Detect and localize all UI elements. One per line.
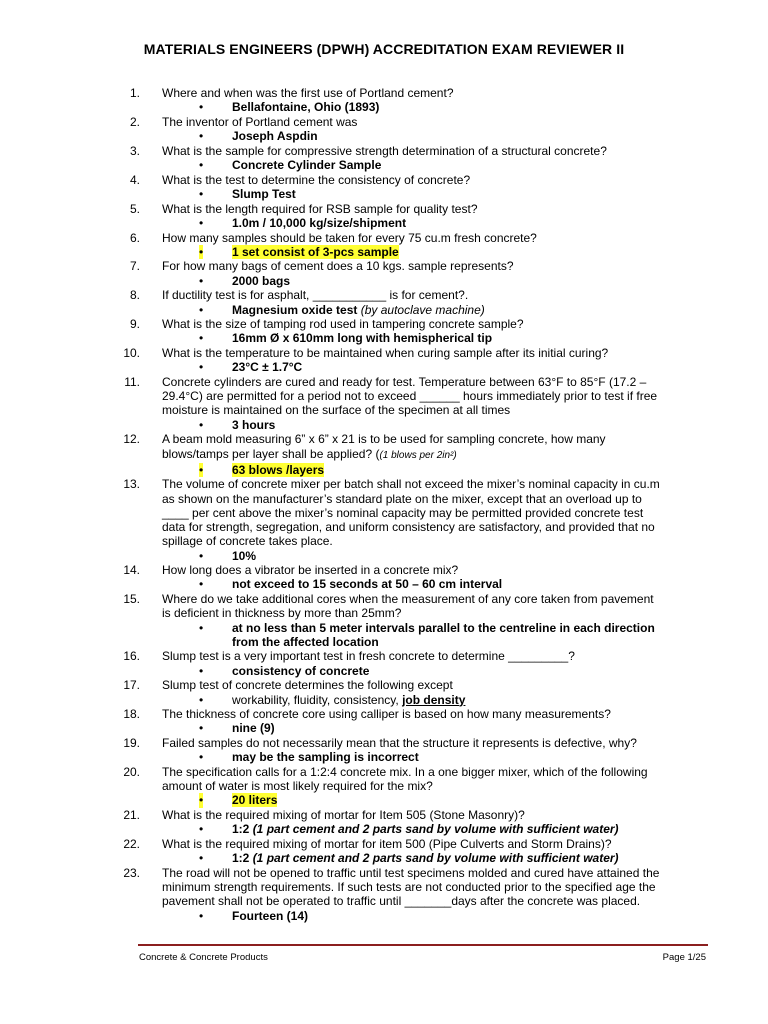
question-text: spillage of concrete takes place. <box>162 534 333 549</box>
question-item <box>0 866 768 923</box>
question-item <box>0 173 768 201</box>
bullet-icon: • <box>199 360 204 375</box>
bullet-icon: • <box>199 663 204 678</box>
question-text: The inventor of Portland cement was <box>162 114 358 129</box>
bullet-icon: • <box>199 302 204 317</box>
question-number: 14. <box>123 563 140 578</box>
question-number: 4. <box>129 172 140 187</box>
question-text: The specification calls for a 1:2:4 concrete mix. In a one bigger mixer, which of the following <box>162 765 648 780</box>
answer-text: 3 hours <box>232 417 276 432</box>
answer-text: workability, fluidity, consistency, <box>232 692 399 707</box>
question-item <box>0 837 768 865</box>
question-text: Concrete cylinders are cured and ready for test. Temperature between 63°F to 85°F (17.2 – <box>162 375 647 390</box>
question-item <box>0 736 768 764</box>
bullet-icon: • <box>199 692 204 707</box>
question-text: moisture is maintained on the surface of the specimen at all times <box>162 403 511 418</box>
bullet-icon: • <box>199 908 204 923</box>
question-text: is deficient in thickness by more than 25mm? <box>162 606 402 621</box>
bullet-icon: • <box>199 620 204 635</box>
highlighted-answer <box>232 245 399 259</box>
question-text: Where and when was the first use of Portland cement? <box>162 86 454 100</box>
question-text: What is the required mixing of mortar for Item 505 (Stone Masonry)? <box>162 808 525 823</box>
footer-section-title: Concrete & Concrete Products <box>139 952 268 963</box>
question-item <box>0 432 768 477</box>
answer-text: Joseph Aspdin <box>232 129 318 144</box>
answer-note: (1 part cement and 2 parts sand by volume with sufficient water) <box>252 822 619 837</box>
bullet-icon: • <box>199 186 204 201</box>
question-text: What is the temperature to be maintained when curing sample after its initial curing? <box>162 346 609 361</box>
question-number: 10. <box>123 346 140 361</box>
question-text: A beam mold measuring 6” x 6” x 21 is to be used for sampling concrete, how many <box>162 432 606 447</box>
question-text: amount of water is most likely required for the mix? <box>162 779 433 794</box>
answer-text: Bellafontaine, Ohio (1893) <box>232 100 380 115</box>
answer-text: Magnesium oxide test <box>232 302 358 317</box>
question-list <box>0 86 768 923</box>
question-text: Failed samples do not necessarily mean that the structure it represents is defective, why? <box>162 736 637 751</box>
question-number: 7. <box>129 259 140 274</box>
answer-note: (by autoclave machine) <box>360 302 485 317</box>
question-text: What is the size of tamping rod used in tampering concrete sample? <box>162 317 524 332</box>
question-text: How many samples should be taken for every 75 cu.m fresh concrete? <box>162 230 537 245</box>
question-text: What is the length required for RSB sample for quality test? <box>162 201 478 216</box>
answer-emphasis: job density <box>402 692 466 707</box>
bullet-icon: • <box>199 577 204 592</box>
question-item <box>0 563 768 591</box>
bullet-icon: • <box>199 462 204 477</box>
question-text: ____ per cent above the mixer’s nominal capacity may be permitted provided concrete test <box>162 505 644 520</box>
question-item <box>0 477 768 562</box>
answer-text: 10% <box>232 548 257 563</box>
question-text: How long does a vibrator be inserted in a concrete mix? <box>162 563 459 578</box>
bullet-icon: • <box>199 417 204 432</box>
question-item <box>0 144 768 172</box>
bullet-icon: • <box>199 273 204 288</box>
question-item <box>0 202 768 230</box>
question-number: 18. <box>123 707 140 722</box>
question-number: 15. <box>123 592 140 607</box>
question-text: For how many bags of cement does a 10 kgs. sample represents? <box>162 259 514 274</box>
answer-text: may be the sampling is incorrect <box>232 750 419 765</box>
answer-text: 1:2 <box>232 851 250 866</box>
bullet-icon: • <box>199 793 204 808</box>
answer-text: not exceed to 15 seconds at 50 – 60 cm interval <box>232 577 503 592</box>
question-item <box>0 808 768 836</box>
bullet-icon: • <box>199 331 204 346</box>
question-item <box>0 375 768 432</box>
question-text: The thickness of concrete core using calliper is based on how many measurements? <box>162 707 611 722</box>
answer-text: 1.0m / 10,000 kg/size/shipment <box>232 215 407 230</box>
question-item <box>0 346 768 374</box>
question-text: What is the test to determine the consistency of concrete? <box>162 172 471 187</box>
page-number: Page 1/25 <box>662 952 706 963</box>
question-text: pavement shall not be operated to traffic until _______days after the concrete was placed. <box>162 894 641 909</box>
question-item <box>0 707 768 735</box>
bullet-icon: • <box>199 750 204 765</box>
question-number: 23. <box>123 865 140 880</box>
answer-text: at no less than 5 meter intervals parallel to the centreline in each direction <box>232 620 655 635</box>
question-text: Slump test of concrete determines the following except <box>162 678 453 693</box>
answer-text: 1 set consist of 3-pcs sample <box>232 244 399 259</box>
answer-note: (1 part cement and 2 parts sand by volume with sufficient water) <box>252 851 619 866</box>
bullet-icon: • <box>199 244 204 259</box>
question-text: minimum strength requirements. If such tests are not conducted prior to the specified age the <box>162 880 656 895</box>
question-text: as shown on the manufacturer’s standard plate on the mixer, except that an overload up to <box>162 491 642 506</box>
question-number: 3. <box>129 143 140 158</box>
question-number: 2. <box>129 114 140 129</box>
bullet-icon: • <box>199 100 204 115</box>
bullet-icon: • <box>199 822 204 837</box>
question-item <box>0 288 768 316</box>
answer-text: 1:2 <box>232 822 250 837</box>
question-text: blows/tamps per layer shall be applied? ( <box>162 446 380 461</box>
bullet-icon: • <box>199 851 204 866</box>
answer-text: 20 liters <box>232 793 278 808</box>
question-item <box>0 765 768 808</box>
question-number: 17. <box>123 678 140 693</box>
highlighted-answer <box>232 793 277 807</box>
question-text: 29.4°C) are permitted for a period not to exceed ______ hours immediately prior to test if free <box>162 389 658 404</box>
answer-text: 23°C ± 1.7°C <box>232 360 303 375</box>
question-number: 8. <box>129 288 140 303</box>
question-number: 12. <box>123 432 140 447</box>
question-number: 11. <box>124 375 140 390</box>
answer-text: Concrete Cylinder Sample <box>232 158 382 173</box>
question-text: What is the required mixing of mortar for item 500 (Pipe Culverts and Storm Drains)? <box>162 837 612 852</box>
question-text: What is the sample for compressive strength determination of a structural concrete? <box>162 143 607 158</box>
question-item <box>0 115 768 143</box>
answer-text: 16mm Ø x 610mm long with hemispherical tip <box>232 331 493 346</box>
answer-text: from the affected location <box>232 634 379 649</box>
question-text: Where do we take additional cores when the measurement of any core taken from pavement <box>162 592 654 607</box>
question-text: Slump test is a very important test in fresh concrete to determine _________? <box>162 649 575 664</box>
highlighted-answer <box>232 463 324 477</box>
question-item <box>0 231 768 259</box>
bullet-icon: • <box>199 548 204 563</box>
question-text: The road will not be opened to traffic until test specimens molded and cured have attained the <box>162 865 660 880</box>
question-item <box>0 86 768 114</box>
question-item <box>0 317 768 345</box>
question-number: 5. <box>129 201 140 216</box>
bullet-icon: • <box>199 129 204 144</box>
answer-text: 63 blows /layers <box>232 462 325 477</box>
question-number: 13. <box>123 477 140 492</box>
bullet-icon: • <box>199 158 204 173</box>
question-item <box>0 678 768 706</box>
page-title: MATERIALS ENGINEERS (DPWH) ACCREDITATION EXAM REVIEWER II <box>143 41 625 57</box>
question-item <box>0 649 768 677</box>
question-text: The volume of concrete mixer per batch shall not exceed the mixer’s nominal capacity in cu.m <box>162 477 660 492</box>
question-text: If ductility test is for asphalt, ___________ is for cement?. <box>162 288 469 303</box>
bullet-icon: • <box>199 721 204 736</box>
answer-text: 2000 bags <box>232 273 291 288</box>
question-text: data for strength, segregation, and uniform consistency are satisfactory, and provided that no <box>162 520 655 535</box>
question-number: 9. <box>129 317 140 332</box>
question-number: 16. <box>123 649 140 664</box>
question-number: 21. <box>123 808 140 823</box>
footer-divider <box>138 944 708 946</box>
question-item <box>0 259 768 287</box>
answer-text: nine (9) <box>232 721 275 736</box>
question-number: 1. <box>129 86 140 100</box>
answer-text: Slump Test <box>232 186 296 201</box>
answer-text: Fourteen (14) <box>232 908 309 923</box>
question-number: 6. <box>129 230 140 245</box>
question-number: 19. <box>123 736 140 751</box>
answer-text: consistency of concrete <box>232 663 370 678</box>
question-number: 20. <box>123 765 140 780</box>
question-item <box>0 592 768 649</box>
question-number: 22. <box>123 837 140 852</box>
question-note: (1 blows per 2in²) <box>379 449 457 461</box>
bullet-icon: • <box>199 215 204 230</box>
